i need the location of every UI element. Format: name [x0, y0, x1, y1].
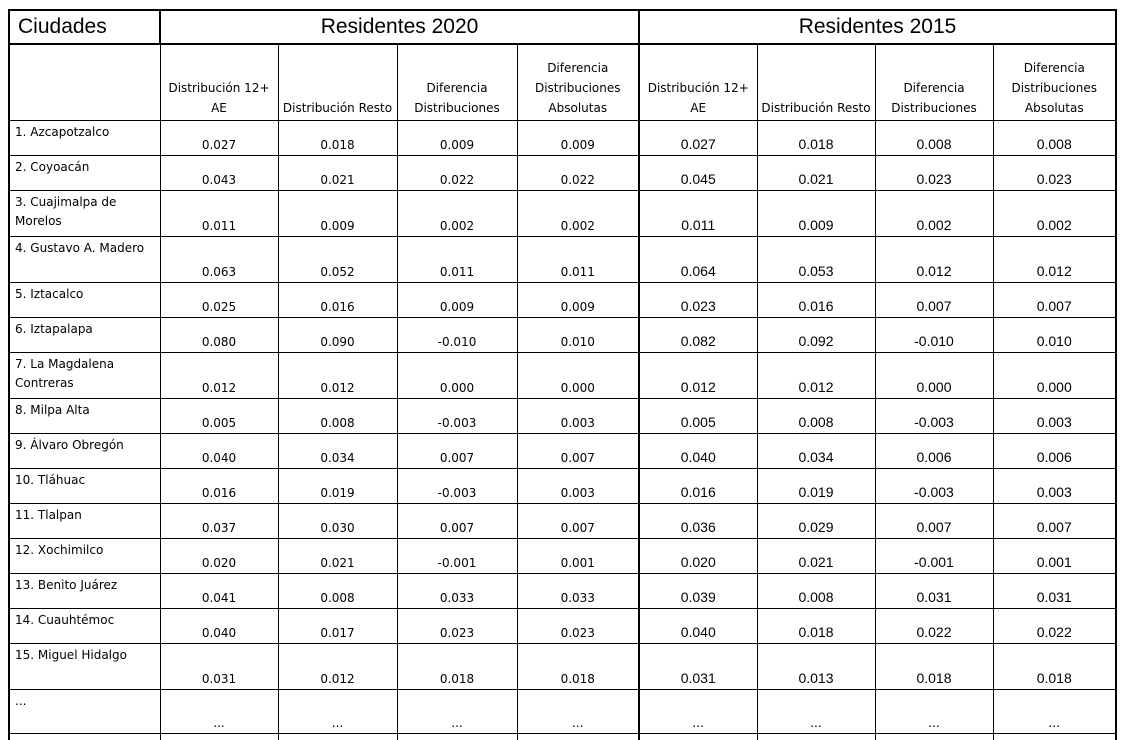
group-header-2015: Residentes 2015 — [639, 10, 1116, 44]
value-2020-dist-12ae: 0.063 — [160, 237, 278, 283]
value-2015-dif-abs: 0.007 — [993, 504, 1116, 539]
continuation-cell — [757, 734, 875, 740]
value-2015-dif: 0.023 — [875, 156, 993, 191]
value-2020-dif: 0.007 — [397, 434, 517, 469]
col-header-dist-resto-2020: Distribución Resto — [278, 44, 397, 121]
value-2020-dist-12ae: 0.040 — [160, 434, 278, 469]
city-name-cell: 7. La Magdalena Contreras — [9, 353, 160, 399]
value-2015-dif: 0.031 — [875, 574, 993, 609]
table-row — [9, 504, 1116, 539]
value-2015-dif: 0.008 — [875, 121, 993, 156]
continuation-cell — [9, 734, 160, 740]
value-2015-dif-abs: 0.010 — [993, 318, 1116, 353]
value-2015-dist-resto: 0.029 — [757, 504, 875, 539]
value-2015-dif-abs: 0.003 — [993, 469, 1116, 504]
col-header-dist-resto-2015: Distribución Resto — [757, 44, 875, 121]
city-name-cell: 8. Milpa Alta — [9, 399, 160, 434]
value-2015-dist-resto: 0.092 — [757, 318, 875, 353]
value-2020-dif-abs: 0.003 — [517, 469, 639, 504]
value-2015-dif-abs: 0.031 — [993, 574, 1116, 609]
col-header-dif-abs-2020: Diferencia Distribuciones Absolutas — [517, 44, 639, 121]
value-2015-dist-resto: 0.016 — [757, 283, 875, 318]
value-2020-dif: -0.003 — [397, 469, 517, 504]
value-2015-dist-resto: 0.018 — [757, 121, 875, 156]
value-2015-dist-resto: ... — [757, 690, 875, 734]
table-continuation-row — [9, 734, 1116, 740]
value-2015-dif: 0.022 — [875, 609, 993, 644]
table-row — [9, 690, 1116, 734]
value-2020-dif-abs: 0.007 — [517, 504, 639, 539]
city-name-cell: ... — [9, 690, 160, 734]
table-row — [9, 121, 1116, 156]
value-2015-dif-abs: 0.006 — [993, 434, 1116, 469]
value-2020-dist-resto: 0.019 — [278, 469, 397, 504]
table-row — [9, 539, 1116, 574]
value-2020-dist-resto: 0.016 — [278, 283, 397, 318]
continuation-cell — [993, 734, 1116, 740]
value-2020-dif-abs: 0.022 — [517, 156, 639, 191]
value-2020-dif-abs: 0.003 — [517, 399, 639, 434]
value-2020-dif: 0.009 — [397, 121, 517, 156]
city-name-cell: 15. Miguel Hidalgo — [9, 644, 160, 690]
value-2015-dist-12ae: ... — [639, 690, 757, 734]
city-name-cell: 2. Coyoacán — [9, 156, 160, 191]
value-2020-dist-12ae: 0.041 — [160, 574, 278, 609]
value-2020-dif: 0.007 — [397, 504, 517, 539]
value-2020-dif-abs: 0.018 — [517, 644, 639, 690]
value-2015-dist-12ae: 0.023 — [639, 283, 757, 318]
city-name-cell: 11. Tlalpan — [9, 504, 160, 539]
value-2015-dist-12ae: 0.012 — [639, 353, 757, 399]
value-2020-dif-abs: 0.007 — [517, 434, 639, 469]
col-header-dif-2020: Diferencia Distribuciones — [397, 44, 517, 121]
continuation-cell — [397, 734, 517, 740]
value-2020-dist-resto: 0.030 — [278, 504, 397, 539]
value-2015-dist-resto: 0.034 — [757, 434, 875, 469]
value-2020-dist-resto: 0.090 — [278, 318, 397, 353]
value-2015-dist-12ae: 0.031 — [639, 644, 757, 690]
value-2015-dist-12ae: 0.011 — [639, 191, 757, 237]
value-2020-dist-resto: 0.012 — [278, 644, 397, 690]
value-2020-dif: 0.033 — [397, 574, 517, 609]
value-2020-dif-abs: ... — [517, 690, 639, 734]
table-row — [9, 609, 1116, 644]
cities-header: Ciudades — [9, 10, 160, 44]
value-2015-dif-abs: 0.012 — [993, 237, 1116, 283]
continuation-cell — [875, 734, 993, 740]
value-2015-dif-abs: 0.003 — [993, 399, 1116, 434]
value-2020-dif: 0.009 — [397, 283, 517, 318]
city-name-cell: 6. Iztapalapa — [9, 318, 160, 353]
value-2020-dist-12ae: 0.031 — [160, 644, 278, 690]
value-2020-dist-12ae: 0.005 — [160, 399, 278, 434]
value-2020-dif-abs: 0.033 — [517, 574, 639, 609]
table-row — [9, 574, 1116, 609]
table-row — [9, 283, 1116, 318]
value-2020-dist-resto: 0.008 — [278, 574, 397, 609]
value-2015-dif-abs: 0.002 — [993, 191, 1116, 237]
value-2015-dist-12ae: 0.082 — [639, 318, 757, 353]
col-header-dif-2015: Diferencia Distribuciones — [875, 44, 993, 121]
value-2015-dist-12ae: 0.040 — [639, 434, 757, 469]
value-2015-dif-abs: 0.001 — [993, 539, 1116, 574]
value-2015-dist-resto: 0.021 — [757, 156, 875, 191]
value-2020-dist-resto: 0.021 — [278, 156, 397, 191]
value-2020-dist-resto: 0.021 — [278, 539, 397, 574]
table-row — [9, 644, 1116, 690]
value-2015-dist-12ae: 0.036 — [639, 504, 757, 539]
value-2015-dist-resto: 0.013 — [757, 644, 875, 690]
value-2020-dif-abs: 0.009 — [517, 121, 639, 156]
value-2020-dif: 0.002 — [397, 191, 517, 237]
value-2020-dist-12ae: 0.037 — [160, 504, 278, 539]
city-name-cell: 14. Cuauhtémoc — [9, 609, 160, 644]
value-2020-dif-abs: 0.011 — [517, 237, 639, 283]
city-name-cell: 3. Cuajimalpa de Morelos — [9, 191, 160, 237]
value-2020-dif: -0.010 — [397, 318, 517, 353]
value-2020-dist-resto: 0.052 — [278, 237, 397, 283]
city-name-cell: 12. Xochimilco — [9, 539, 160, 574]
value-2015-dist-12ae: 0.064 — [639, 237, 757, 283]
value-2015-dif: 0.002 — [875, 191, 993, 237]
city-name-cell: 9. Álvaro Obregón — [9, 434, 160, 469]
value-2015-dist-12ae: 0.020 — [639, 539, 757, 574]
col-header-dif-abs-2015: Diferencia Distribuciones Absolutas — [993, 44, 1116, 121]
empty-header-cell — [9, 44, 160, 121]
value-2020-dif: 0.022 — [397, 156, 517, 191]
value-2015-dist-12ae: 0.039 — [639, 574, 757, 609]
table-row — [9, 469, 1116, 504]
value-2020-dif: 0.023 — [397, 609, 517, 644]
table-row — [9, 318, 1116, 353]
value-2020-dist-12ae: 0.025 — [160, 283, 278, 318]
value-2015-dif: -0.010 — [875, 318, 993, 353]
value-2015-dist-resto: 0.008 — [757, 399, 875, 434]
value-2015-dif-abs: ... — [993, 690, 1116, 734]
value-2020-dist-12ae: 0.080 — [160, 318, 278, 353]
value-2020-dist-resto: ... — [278, 690, 397, 734]
value-2015-dif: -0.001 — [875, 539, 993, 574]
value-2015-dif: 0.007 — [875, 504, 993, 539]
value-2015-dist-12ae: 0.005 — [639, 399, 757, 434]
value-2020-dif: ... — [397, 690, 517, 734]
group-header-2020: Residentes 2020 — [160, 10, 639, 44]
value-2020-dist-12ae: 0.043 — [160, 156, 278, 191]
value-2015-dif-abs: 0.018 — [993, 644, 1116, 690]
value-2020-dist-12ae: 0.012 — [160, 353, 278, 399]
value-2015-dist-resto: 0.019 — [757, 469, 875, 504]
value-2020-dif: 0.011 — [397, 237, 517, 283]
value-2020-dif: -0.003 — [397, 399, 517, 434]
table-row — [9, 191, 1116, 237]
value-2015-dif-abs: 0.022 — [993, 609, 1116, 644]
city-name-cell: 13. Benito Juárez — [9, 574, 160, 609]
value-2020-dist-12ae: 0.016 — [160, 469, 278, 504]
continuation-cell — [278, 734, 397, 740]
value-2020-dif: 0.000 — [397, 353, 517, 399]
continuation-cell — [639, 734, 757, 740]
value-2020-dist-resto: 0.012 — [278, 353, 397, 399]
value-2020-dist-resto: 0.008 — [278, 399, 397, 434]
residentes-table — [8, 9, 1117, 740]
value-2015-dist-resto: 0.012 — [757, 353, 875, 399]
value-2015-dist-resto: 0.008 — [757, 574, 875, 609]
city-name-cell: 4. Gustavo A. Madero — [9, 237, 160, 283]
value-2020-dist-12ae: 0.027 — [160, 121, 278, 156]
value-2015-dif: 0.006 — [875, 434, 993, 469]
value-2020-dist-12ae: 0.011 — [160, 191, 278, 237]
value-2020-dif: 0.018 — [397, 644, 517, 690]
value-2015-dif-abs: 0.007 — [993, 283, 1116, 318]
city-name-cell: 5. Iztacalco — [9, 283, 160, 318]
table-row — [9, 353, 1116, 399]
value-2015-dif: 0.000 — [875, 353, 993, 399]
value-2020-dif-abs: 0.001 — [517, 539, 639, 574]
value-2015-dist-resto: 0.018 — [757, 609, 875, 644]
table-row — [9, 399, 1116, 434]
value-2015-dif-abs: 0.008 — [993, 121, 1116, 156]
value-2015-dist-resto: 0.021 — [757, 539, 875, 574]
city-name-cell: 1. Azcapotzalco — [9, 121, 160, 156]
table-row — [9, 237, 1116, 283]
continuation-cell — [160, 734, 278, 740]
value-2020-dist-resto: 0.034 — [278, 434, 397, 469]
value-2020-dif: -0.001 — [397, 539, 517, 574]
value-2015-dif-abs: 0.000 — [993, 353, 1116, 399]
value-2020-dist-12ae: ... — [160, 690, 278, 734]
value-2015-dist-12ae: 0.027 — [639, 121, 757, 156]
value-2015-dist-resto: 0.053 — [757, 237, 875, 283]
value-2020-dist-resto: 0.017 — [278, 609, 397, 644]
value-2015-dist-12ae: 0.016 — [639, 469, 757, 504]
table-row — [9, 434, 1116, 469]
value-2015-dif: -0.003 — [875, 399, 993, 434]
value-2020-dif-abs: 0.000 — [517, 353, 639, 399]
table-row — [9, 156, 1116, 191]
value-2015-dist-12ae: 0.040 — [639, 609, 757, 644]
col-header-dist-12ae-2015: Distribución 12+ AE — [639, 44, 757, 121]
value-2015-dif: 0.018 — [875, 644, 993, 690]
value-2015-dif: 0.007 — [875, 283, 993, 318]
value-2020-dist-resto: 0.018 — [278, 121, 397, 156]
col-header-dist-12ae-2020: Distribución 12+ AE — [160, 44, 278, 121]
table-body — [9, 121, 1116, 740]
continuation-cell — [517, 734, 639, 740]
value-2015-dif: -0.003 — [875, 469, 993, 504]
value-2020-dif-abs: 0.023 — [517, 609, 639, 644]
value-2015-dist-resto: 0.009 — [757, 191, 875, 237]
value-2020-dist-12ae: 0.020 — [160, 539, 278, 574]
city-name-cell: 10. Tláhuac — [9, 469, 160, 504]
value-2020-dif-abs: 0.010 — [517, 318, 639, 353]
value-2015-dist-12ae: 0.045 — [639, 156, 757, 191]
value-2020-dist-resto: 0.009 — [278, 191, 397, 237]
value-2015-dif: 0.012 — [875, 237, 993, 283]
value-2015-dif-abs: 0.023 — [993, 156, 1116, 191]
value-2020-dif-abs: 0.002 — [517, 191, 639, 237]
value-2020-dist-12ae: 0.040 — [160, 609, 278, 644]
value-2020-dif-abs: 0.009 — [517, 283, 639, 318]
value-2015-dif: ... — [875, 690, 993, 734]
